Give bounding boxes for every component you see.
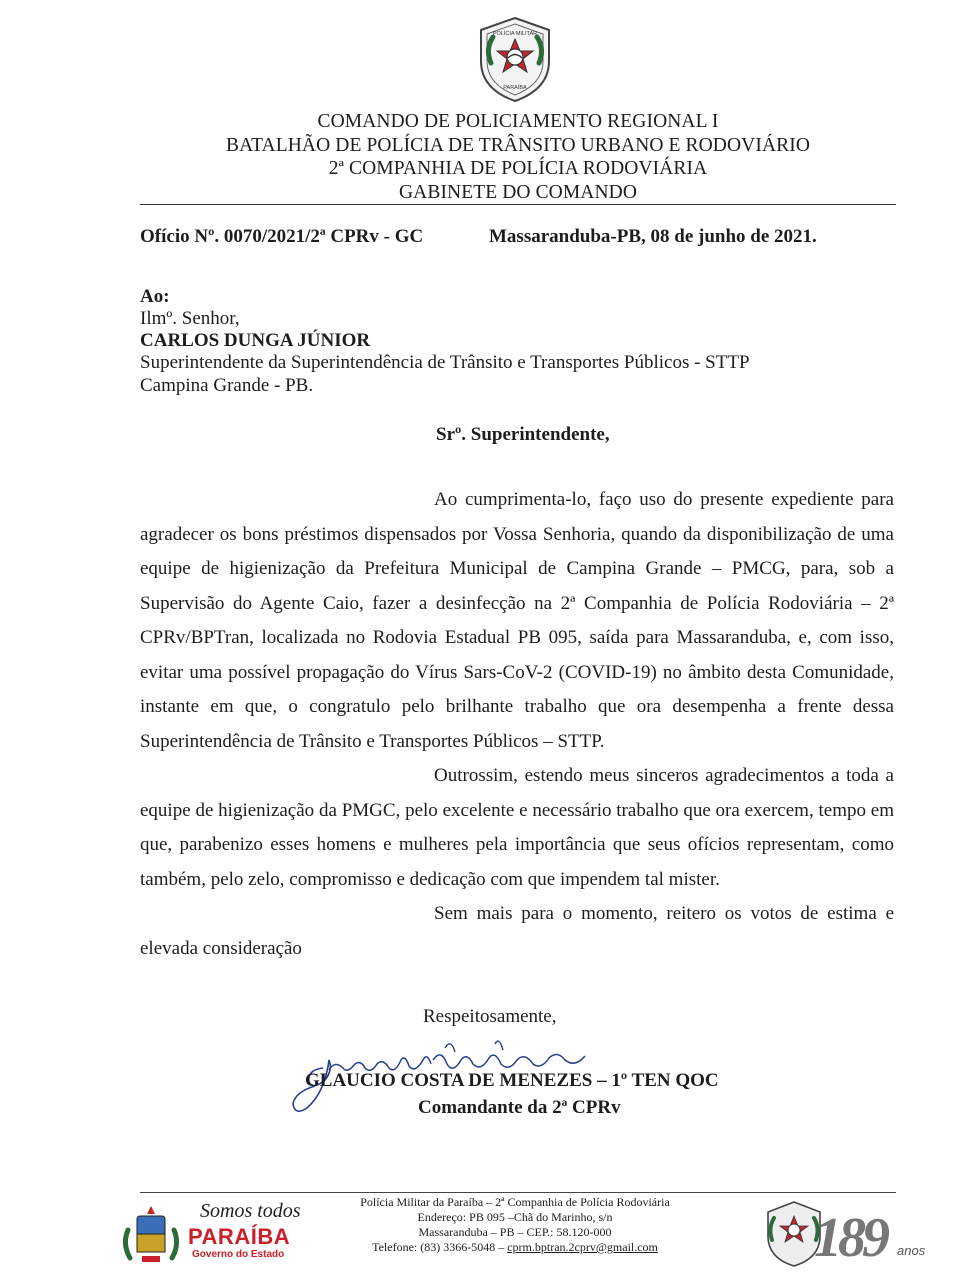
anniv-number: 189 [814,1207,886,1268]
footer-rule [140,1192,896,1193]
closing: Respeitosamente, [423,1006,557,1027]
oficio-place-date: Massaranduba-PB, 08 de junho de 2021. [489,226,817,247]
footer-address [300,1195,730,1255]
recipient-salutation: Ilmº. Senhor, [140,308,240,329]
police-seal-logo [475,15,555,103]
recipient-title: Superintendente da Superintendência de Trânsito e Transportes Públicos - STTP [140,352,750,373]
paragraph-1: Ao cumprimenta-lo, faço uso do presente expediente para agradecer os bons préstimos dispensados por Vossa Senhoria, quando da disponibilização de uma equipe de higienização da Prefeitura Municipal de Campina Grande – PMCG, para, sob a Supervisão do Agente Caio, fazer a desinfecção na 2ª Companhia de Polícia Rodoviária – 2ª CPRv/BPTran, localizada no Rodovia Estadual PB 095, saída para Massaranduba, e, com isso, evitar uma possível propagação do Vírus Sars-CoV-2 (COVID-19) no âmbito desta Comunidade, instante em que, o congratulo pelo brilhante trabalho que ora desempenha a frente dessa Superintendência de Trânsito e Transportes Públicos – STTP. [140,489,894,752]
letterhead [140,110,896,204]
signatory-role: Comandante da 2ª CPRv [418,1097,621,1118]
recipient-to: Ao: [140,286,170,307]
footer-line-2: Endereço: PB 095 –Chã do Marinho, s/n [417,1210,613,1224]
header-line-1: COMANDO DE POLICIAMENTO REGIONAL I [317,111,719,132]
logo-line-1: Somos todos [200,1200,301,1222]
greeting: Srº. Superintendente, [436,424,610,445]
oficio-number: Ofício Nº. 0070/2021/2ª CPRv - GC [140,226,424,247]
recipient-city: Campina Grande - PB. [140,375,314,396]
paragraph-2: Outrossim, estendo meus sinceros agradecimentos a toda a equipe de higienização da PMGC, pelo excelente e necessário trabalho que ora exercem, tempo em que, parabenizo esses homens e mulheres pela importância que seus ofícios representam, como também, pelo zelo, compromisso e dedicação com que impendem tal mister. [140,765,894,890]
logo-line-3: Governo do Estado [192,1249,285,1260]
signatory-name: GLAUCIO COSTA DE MENEZES – 1º TEN QOC [305,1070,719,1091]
footer-line-1: Polícia Militar da Paraíba – 2ª Companhia de Polícia Rodoviária [360,1195,670,1209]
recipient-name: CARLOS DUNGA JÚNIOR [140,330,371,351]
header-rule [140,204,896,205]
letter-body [140,483,894,966]
anniv-anos-label: anos [897,1243,926,1258]
seal-bottom-text: PARAÍBA [503,85,527,91]
logo-line-2: PARAÍBA [188,1224,291,1249]
somos-todos-paraiba-logo [188,1198,301,1266]
footer-line-3: Massaranduba – PB – CEP.: 58.120-000 [418,1225,612,1239]
paraiba-state-crest-icon [120,1204,182,1268]
header-line-4: GABINETE DO COMANDO [398,181,638,203]
seal-top-text: POLÍCIA MILITAR [492,31,538,37]
footer-phone: Telefone: (83) 3366-5048 – [372,1240,505,1254]
paragraph-3: Sem mais para o momento, reitero os votos de estima e elevada consideração [140,903,894,959]
header-line-2: BATALHÃO DE POLÍCIA DE TRÂNSITO URBANO E RODOVIÁRIO [225,134,811,156]
header-line-3: 2ª COMPANHIA DE POLÍCIA RODOVIÁRIA [328,158,708,179]
footer-contact [300,1240,730,1255]
footer-email-link[interactable]: cprm.bptran.2cprv@gmail.com [507,1240,658,1254]
